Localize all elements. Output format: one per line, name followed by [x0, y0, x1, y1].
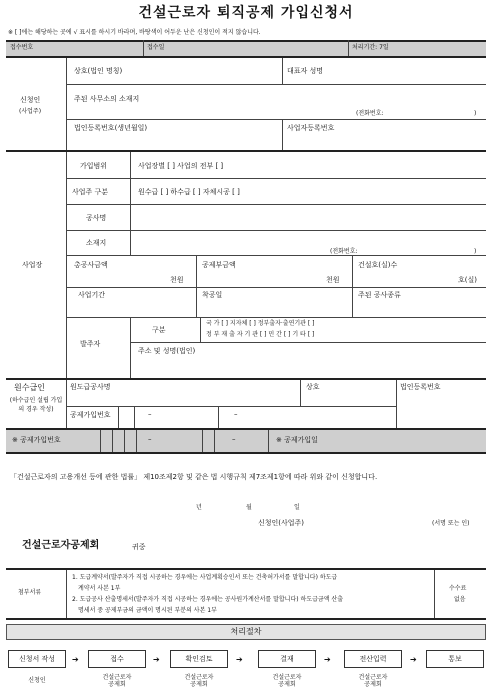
join-dash-1: – — [148, 435, 152, 443]
process-step-4-label: 결재 — [280, 655, 294, 663]
process-actor-5: 건설근로자 공제회 — [358, 674, 388, 688]
prime-corp-no-label: 법인등록번호 — [400, 383, 441, 391]
arrow-icon: ➔ — [72, 655, 79, 664]
receipt-no-label: 접수번호 — [10, 44, 34, 51]
owner-type-value[interactable]: 원수급 [ ] 하수급 [ ] 자체시공 [ ] — [138, 188, 240, 196]
applicant-sublabel: (사업주) — [19, 108, 42, 115]
attachment-1b: 계약서 사본 1부 — [78, 585, 121, 592]
process-title: 처리절차 — [230, 627, 262, 636]
premium-amount-unit: 천원 — [326, 276, 340, 284]
process-actor-3: 건설근로자 공제회 — [184, 674, 214, 688]
notice-text: ※ [ ]에는 해당하는 곳에 √ 표시를 하시기 바라며, 바탕색이 어두운 난은 신청인이 적지 않습니다. — [8, 29, 261, 36]
category-line1[interactable]: 국 가 [ ] 지자체 [ ] 정부출자·출연기관 [ ] — [206, 320, 315, 327]
owner-type-label: 사업주 구분 — [72, 188, 109, 196]
biz-period-label: 사업기간 — [78, 291, 106, 299]
scope-label: 가입범위 — [80, 162, 108, 170]
attachment-2: 2. 도급공사 산출명세서(발주자가 직접 시공하는 경우에는 공사원가계산서를 말합니다) 하도급금액 산출 — [72, 596, 344, 603]
contract-amount-unit: 천원 — [170, 276, 184, 284]
signer-label: 신청인(사업주) — [258, 519, 305, 527]
fee-value: 없음 — [454, 596, 466, 603]
process-step-5-label: 전산입력 — [359, 655, 387, 663]
contract-amount-label: 총공사금액 — [74, 261, 108, 269]
location-label: 소재지 — [86, 239, 107, 247]
join-row — [6, 430, 486, 452]
process-step-3-label: 확인검토 — [185, 655, 213, 663]
orderer-address-label: 주소 및 성명(법인) — [138, 347, 196, 355]
scope-value[interactable]: 사업장별 [ ] 사업의 전부 [ ] — [138, 162, 224, 170]
start-date-label: 착공일 — [202, 291, 223, 299]
households-unit: 호(실) — [458, 276, 477, 284]
households-label: 건설호(실)수 — [358, 261, 398, 269]
process-step-1-label: 신청서 작성 — [18, 655, 56, 663]
process-step-2-label: 접수 — [110, 655, 124, 663]
date-year: 년 — [196, 504, 202, 511]
orderer-label: 발주자 — [80, 340, 101, 348]
main-work-label: 주된 공사종류 — [358, 291, 401, 299]
join-no-label: ※ 공제가입번호 — [12, 436, 61, 444]
document-title: 건설근로자 퇴직공제 가입신청서 — [138, 5, 354, 21]
receipt-date-label: 접수일 — [147, 44, 165, 51]
premium-amount-label: 공제부금액 — [202, 261, 236, 269]
arrow-icon: ➔ — [236, 655, 243, 664]
date-month: 월 — [246, 504, 252, 511]
attachment-1: 1. 도급계약서(발주자가 직접 시공하는 경우에는 사업계획승인서 또는 건축허가서를 말합니다) 하도급 — [72, 574, 338, 581]
biz-reg-label: 사업자등록번호 — [287, 124, 335, 132]
process-step-6-label: 통보 — [448, 655, 462, 663]
arrow-icon: ➔ — [153, 655, 160, 664]
declaration-text: 「건설근로자의 고용개선 등에 관한 법률」 제10조제2항 및 같은 법 시행규칙 제7조제1항에 따라 위와 같이 신청합니다. — [10, 473, 378, 481]
prime-dash-1: – — [148, 410, 152, 418]
process-actor-2: 건설근로자 공제회 — [102, 674, 132, 688]
header-row — [6, 40, 486, 56]
site-phone: (전화번호: — [330, 248, 358, 255]
date-day: 일 — [294, 504, 300, 511]
main-office-label: 주된 사무소의 소재지 — [74, 95, 140, 103]
fee-label: 수수료 — [449, 585, 467, 592]
site-phone-close: ) — [474, 248, 477, 255]
arrow-icon: ➔ — [410, 655, 417, 664]
prime-premium-no-label: 공제가입번호 — [70, 411, 111, 419]
category-label: 구분 — [152, 326, 166, 334]
process-actor-1: 신청인 — [28, 677, 46, 684]
arrow-icon: ➔ — [324, 655, 331, 664]
prime-sublabel: (하수급인 설립 가입의 경우 작성) — [9, 397, 63, 413]
applicant-phone: (전화번호: — [356, 110, 384, 117]
processing-period: 처리기간: 7일 — [352, 44, 389, 51]
corp-reg-label: 법인등록번호(생년월일) — [74, 124, 148, 132]
representative-label: 대표자 성명 — [287, 67, 324, 75]
join-dash-2: – — [232, 435, 236, 443]
prime-label: 원수급인 — [14, 383, 45, 392]
applicant-phone-close: ) — [474, 110, 477, 117]
join-date-label: ※ 공제가입일 — [276, 436, 318, 444]
attachments-label: 첨부서류 — [18, 589, 42, 596]
prime-company-label: 상호 — [306, 383, 320, 391]
process-actor-4: 건설근로자 공제회 — [272, 674, 302, 688]
recipient-name: 건설근로자공제회 — [22, 540, 100, 551]
applicant-label: 신청인 — [20, 96, 41, 104]
company-name-label: 상호(법인 명칭) — [74, 67, 123, 75]
project-name-label: 공사명 — [86, 214, 107, 222]
recipient-suffix: 귀중 — [132, 543, 146, 551]
sign-note: (서명 또는 인) — [432, 520, 470, 527]
site-label: 사업장 — [22, 261, 43, 269]
prime-dash-2: – — [234, 410, 238, 418]
prime-project-label: 원도급공사명 — [70, 383, 111, 391]
attachment-2b: 명세서 중 공제부금의 금액이 명시된 부분의 사본 1부 — [78, 607, 217, 614]
category-line2[interactable]: 정 부 재 출 자 기 관 [ ] 민 간 [ ] 기 타 [ ] — [206, 331, 315, 338]
